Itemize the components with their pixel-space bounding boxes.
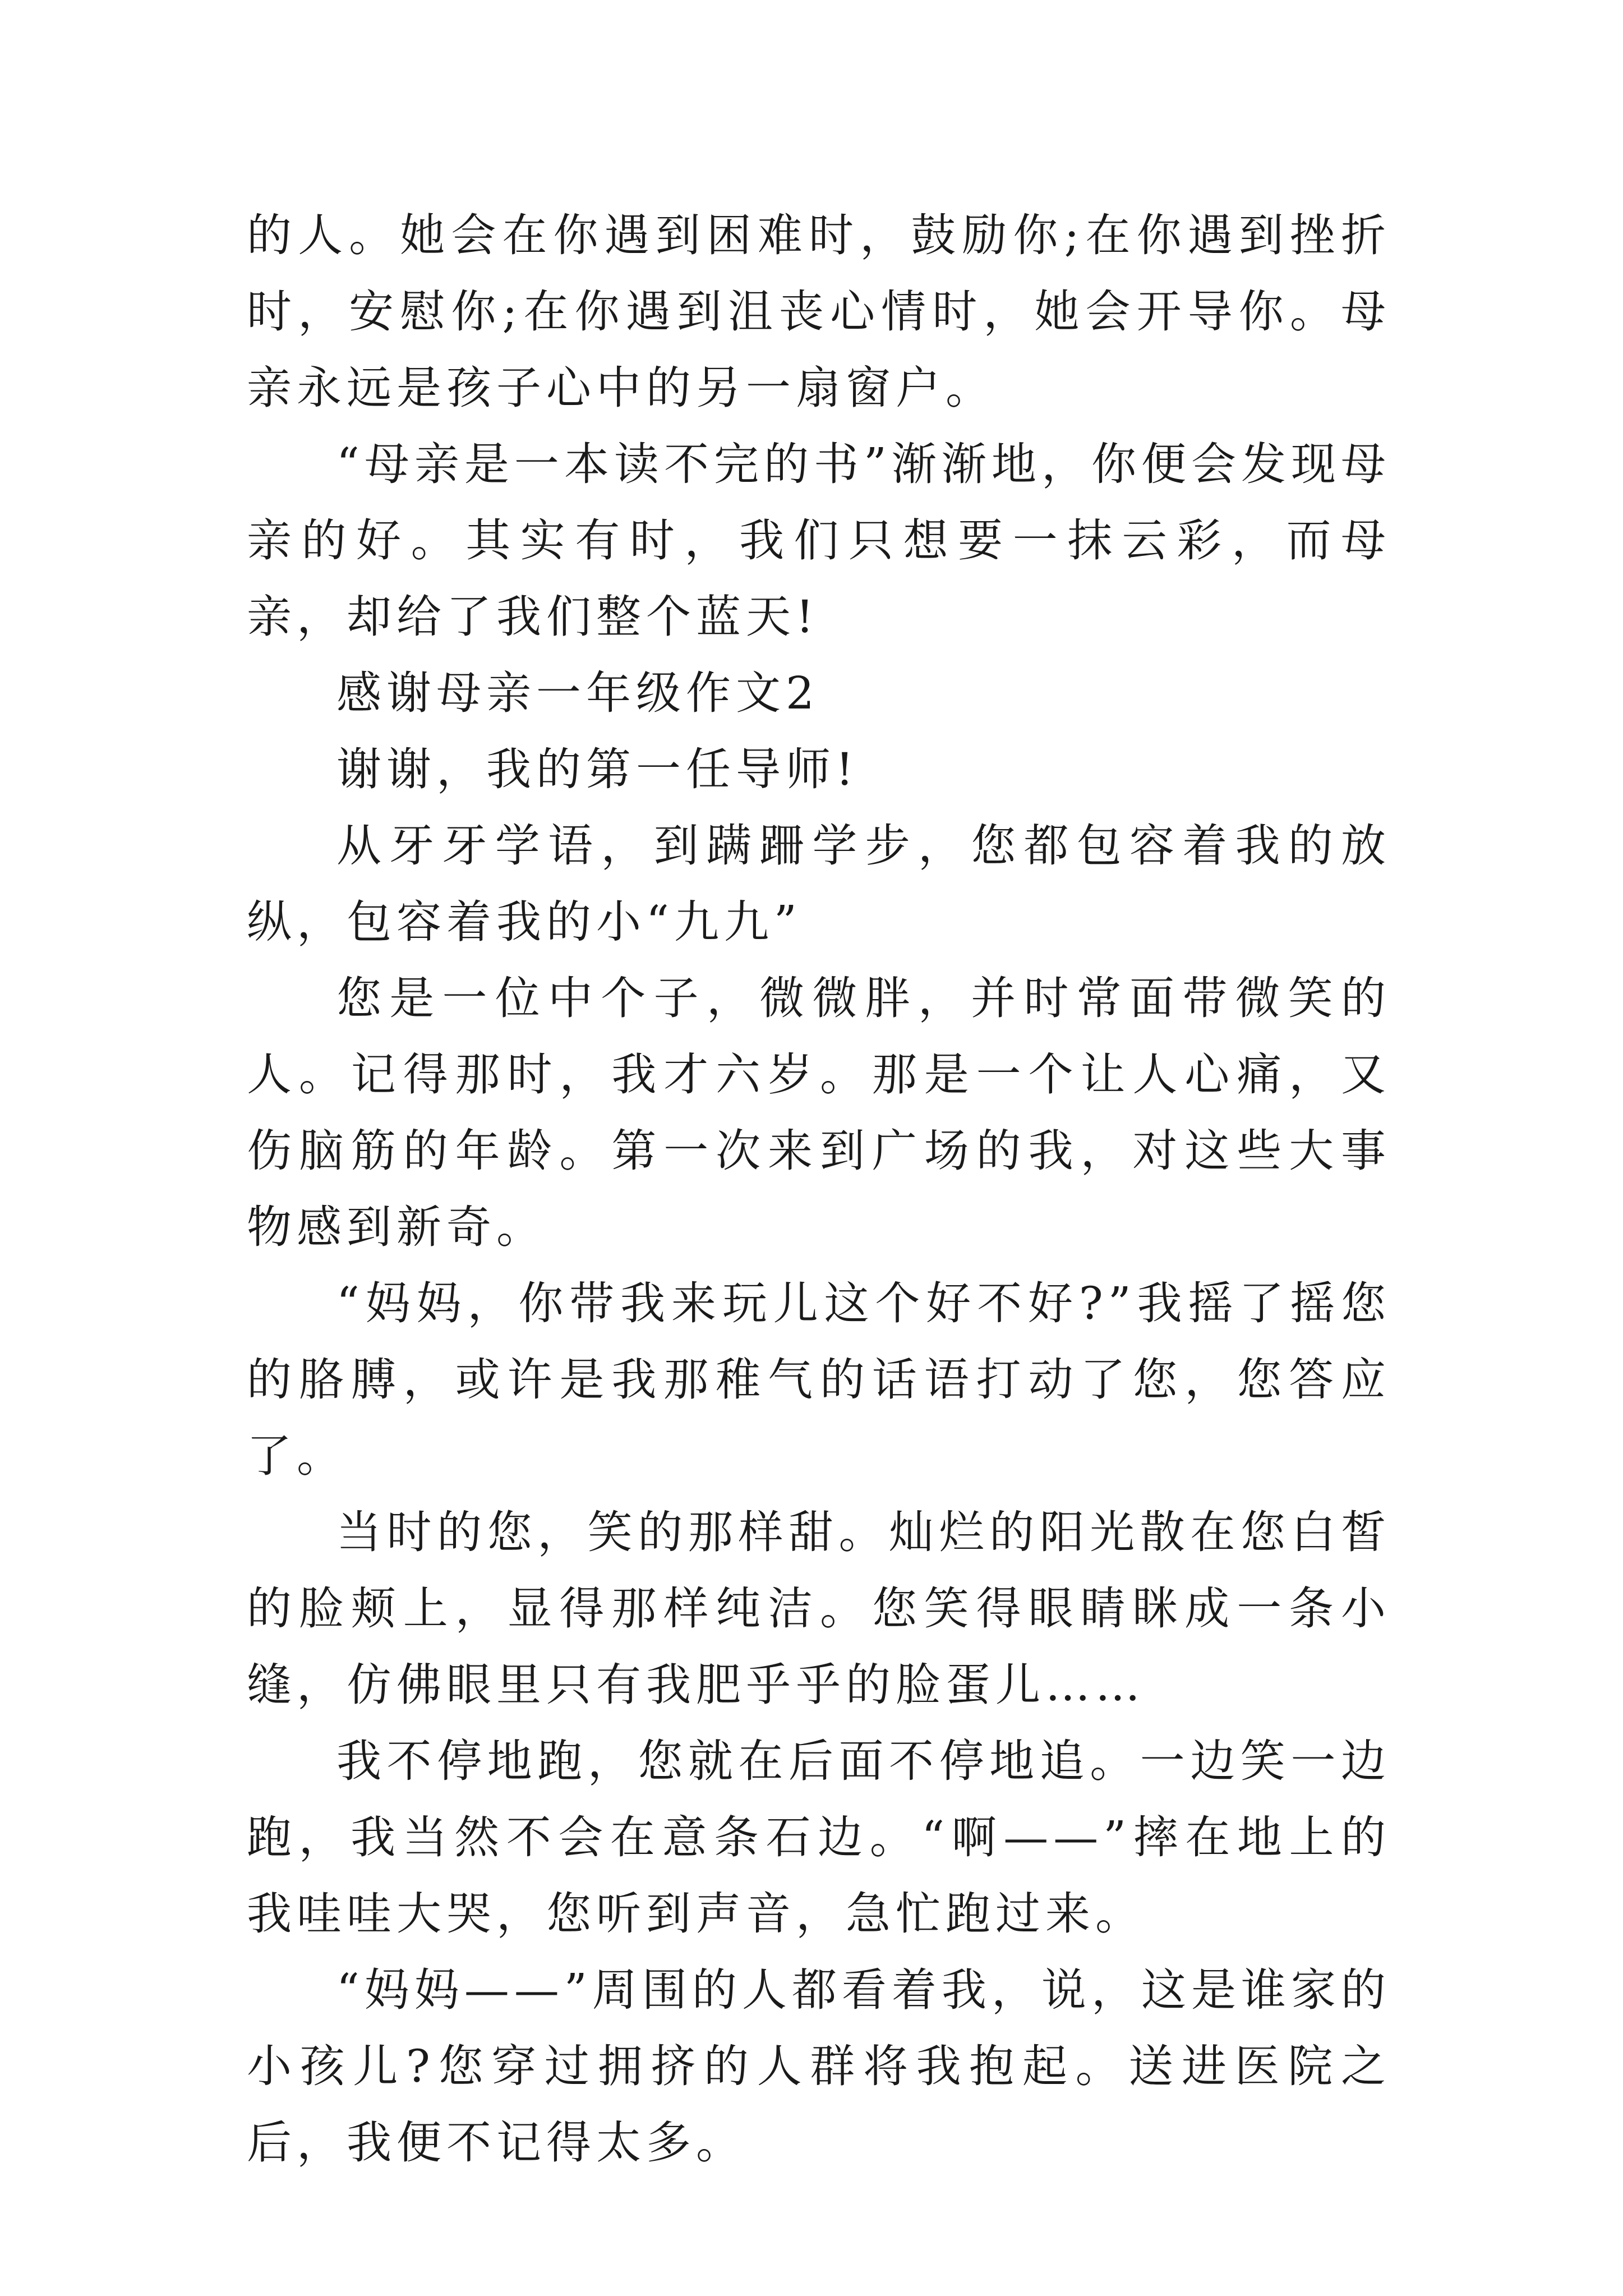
paragraph-7: 当时的您，笑的那样甜。灿烂的阳光散在您白皙的脸颊上，显得那样纯洁。您笑得眼睛眯成一条小缝，仿佛眼里只有我肥乎乎的脸蛋儿…… (247, 1506, 1391, 1711)
paragraph-1: 的人。她会在你遇到困难时，鼓励你;在你遇到挫折时，安慰你;在你遇到沮丧心情时，她会开导你。母亲永远是孩子心中的另一扇窗户。 (247, 209, 1391, 414)
paragraph-5: 您是一位中个子，微微胖，并时常面带微笑的人。记得那时，我才六岁。那是一个让人心痛，又伤脑筋的年龄。第一次来到广场的我，对这些大事物感到新奇。 (247, 972, 1391, 1253)
body-text (247, 197, 1391, 2181)
paragraph-9: “妈妈——”周围的人都看着我，说，这是谁家的小孩儿?您穿过拥挤的人群将我抱起。送进医院之后，我便不记得太多。 (247, 1964, 1391, 2169)
section-heading: 感谢母亲一年级作文2 (336, 667, 819, 719)
paragraph-2: “母亲是一本读不完的书”渐渐地，你便会发现母亲的好。其实有时，我们只想要一抹云彩，而母亲，却给了我们整个蓝天! (247, 438, 1391, 643)
paragraph-4: 从牙牙学语，到蹒跚学步，您都包容着我的放纵，包容着我的小“九九” (247, 820, 1391, 948)
paragraph-8: 我不停地跑，您就在后面不停地追。一边笑一边跑，我当然不会在意条石边。“啊——”摔在地上的我哇哇大哭，您听到声音，急忙跑过来。 (247, 1735, 1391, 1940)
paragraph-6: “妈妈，你带我来玩儿这个好不好?”我摇了摇您的胳膊，或许是我那稚气的话语打动了您，您答应了。 (247, 1277, 1391, 1482)
paragraph-3: 谢谢，我的第一任导师! (336, 743, 859, 795)
